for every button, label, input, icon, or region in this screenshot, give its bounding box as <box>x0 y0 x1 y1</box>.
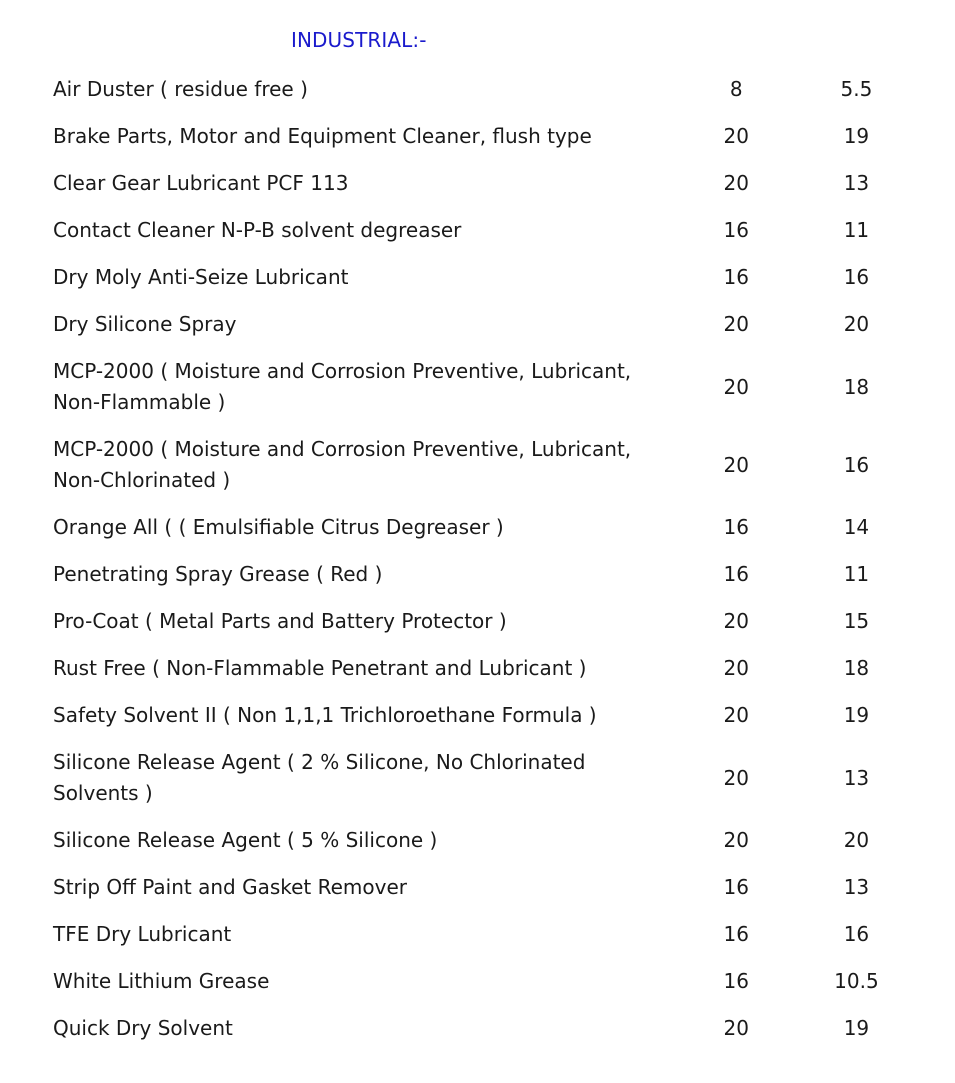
table-row <box>53 348 913 426</box>
product-name: MCP-2000 ( Moisture and Corrosion Preventive, Lubricant, Non-Chlorinated ) <box>53 437 632 492</box>
value-b: 20 <box>843 312 870 336</box>
product-name: Silicone Release Agent ( 2 % Silicone, No Chlorinated Solvents ) <box>53 750 586 805</box>
value-a: 20 <box>723 656 749 680</box>
table-row <box>53 598 913 645</box>
table-row <box>53 66 913 113</box>
table-row <box>53 504 913 551</box>
value-a: 20 <box>723 765 749 790</box>
product-name: Penetrating Spray Grease ( Red ) <box>53 562 383 586</box>
table-row <box>53 817 913 864</box>
value-a: 20 <box>723 828 749 852</box>
table-row <box>53 911 913 958</box>
product-name: Strip Off Paint and Gasket Remover <box>53 875 408 899</box>
value-a: 16 <box>723 969 749 993</box>
value-b: 11 <box>843 218 870 242</box>
value-b: 16 <box>843 452 870 477</box>
product-name: Silicone Release Agent ( 5 % Silicone ) <box>53 828 438 852</box>
value-a: 16 <box>723 218 749 242</box>
product-name: Dry Moly Anti-Seize Lubricant <box>53 265 349 289</box>
value-b: 20 <box>843 828 870 852</box>
table-row <box>53 958 913 1005</box>
value-a: 8 <box>729 77 743 101</box>
value-b: 18 <box>843 656 870 680</box>
value-b: 13 <box>843 875 870 899</box>
value-b: 14 <box>843 515 870 539</box>
value-b: 11 <box>843 562 870 586</box>
product-name: TFE Dry Lubricant <box>53 922 232 946</box>
product-name: White Lithium Grease <box>53 969 270 993</box>
product-name: Quick Dry Solvent <box>53 1016 233 1040</box>
value-a: 16 <box>723 515 749 539</box>
product-table <box>53 66 913 1052</box>
product-name: Clear Gear Lubricant PCF 113 <box>53 171 349 195</box>
value-b: 16 <box>843 922 870 946</box>
product-name: MCP-2000 ( Moisture and Corrosion Preventive, Lubricant, Non-Flammable ) <box>53 359 632 414</box>
product-name: Dry Silicone Spray <box>53 312 237 336</box>
value-a: 20 <box>723 312 749 336</box>
product-name: Pro-Coat ( Metal Parts and Battery Protector ) <box>53 609 507 633</box>
value-b: 19 <box>843 703 870 727</box>
section-title: INDUSTRIAL:- <box>291 28 427 52</box>
product-name: Contact Cleaner N-P-B solvent degreaser <box>53 218 462 242</box>
table-row <box>53 739 913 817</box>
value-b: 19 <box>843 124 870 148</box>
value-b: 18 <box>843 374 870 399</box>
value-b: 10.5 <box>834 969 879 993</box>
value-b: 13 <box>843 171 870 195</box>
value-a: 16 <box>723 922 749 946</box>
value-a: 16 <box>723 562 749 586</box>
value-a: 20 <box>723 452 749 477</box>
value-b: 16 <box>843 265 870 289</box>
product-name: Air Duster ( residue free ) <box>53 77 308 101</box>
table-row <box>53 254 913 301</box>
value-a: 16 <box>723 265 749 289</box>
value-a: 20 <box>723 703 749 727</box>
table-row <box>53 301 913 348</box>
product-name: Orange All ( ( Emulsifiable Citrus Degreaser ) <box>53 515 504 539</box>
value-a: 20 <box>723 609 749 633</box>
table-row <box>53 645 913 692</box>
value-b: 13 <box>843 765 870 790</box>
table-row <box>53 864 913 911</box>
table-row <box>53 160 913 207</box>
value-a: 20 <box>723 171 749 195</box>
table-row <box>53 551 913 598</box>
product-name: Rust Free ( Non-Flammable Penetrant and Lubricant ) <box>53 656 587 680</box>
table-row <box>53 1005 913 1052</box>
product-name: Brake Parts, Motor and Equipment Cleaner, flush type <box>53 124 592 148</box>
table-row <box>53 113 913 160</box>
value-a: 20 <box>723 1016 749 1040</box>
value-b: 19 <box>843 1016 870 1040</box>
table-row <box>53 426 913 504</box>
table-row <box>53 207 913 254</box>
value-b: 15 <box>843 609 870 633</box>
value-a: 20 <box>723 374 749 399</box>
product-name: Safety Solvent II ( Non 1,1,1 Trichloroethane Formula ) <box>53 703 597 727</box>
value-a: 20 <box>723 124 749 148</box>
value-b: 5.5 <box>840 77 873 101</box>
value-a: 16 <box>723 875 749 899</box>
table-row <box>53 692 913 739</box>
